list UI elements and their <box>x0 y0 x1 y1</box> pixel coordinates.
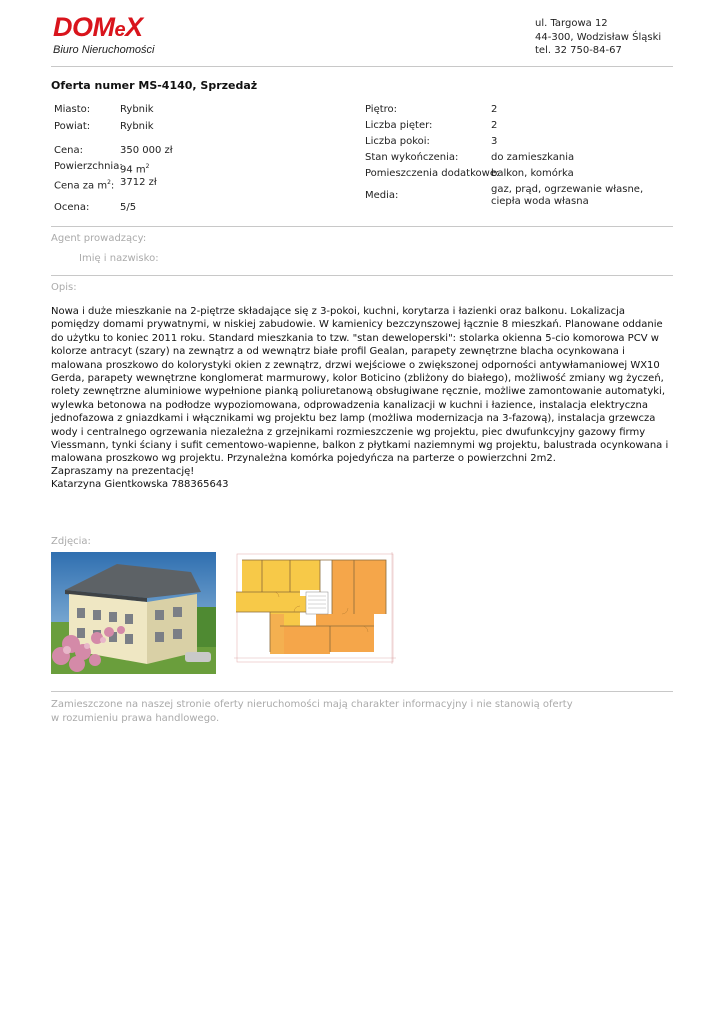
detail-label: Cena: <box>54 145 83 156</box>
address-phone: tel. 32 750-84-67 <box>535 45 622 56</box>
company-logo <box>53 14 154 56</box>
detail-label: Powiat: <box>54 121 91 132</box>
area-number: 94 m <box>120 164 146 176</box>
detail-value: balkon, komórka <box>491 168 574 179</box>
description-text: Nowa i duże mieszkanie na 2-piętrze składające się z 3-pokoi, kuchni, korytarza i łazienki oraz balkonu. Lokalizacja pomiędzy domami prywatnymi, w niskiej zabudowie. W kamienicy bezczynszowej łącznie 8 mieszkań. Planowane oddanie do użytku to koniec 2011 roku. Standard mieszkania to tzw. "stan deweloperski": stolarka okienna 5-cio komorowa PCV w kolorze antracyt (szary) na zewnątrz a od wewnątrz białe profil Gealan, parapety zewnętrzne blacha ocynkowana i malowana proszkowo do kolorystyki okien z zewnątrz, drzwi wejściowe o zwiększonej odporności antywłamaniowej WX10 Gerda, parapety wewnętrzne konglomerat marmurowy, kolor Boticino (zbliżony do białego), możliwość zmiany wg życzeń, rolety zewnętrzne aluminiowe wypełnione pianką poliuretanową obsługiwane ręcznie, możliwe zamontowanie automatyki, wylewka betonowa na podłodze wypoziomowana, odprowadzenia kanalizacji w kuchni i łazience, instalacja elektryczna jednofazowa z gniazdkami i włącznikami wg projektu bez lamp (możliwa modernizacja na 3-fazową), instalacja grzewcza wody i centralnego ogrzewania niezależna z grzejnikami rozmieszczenie wg projektu, piec dwufunkcyjny gazowy firmy Viessmann, tynki ściany i sufit cementowo-wapienne, balkon z płytkami naziemnymi wg projektu, balustrada ocynkowana i malowana proszkowo wg projektu. Przynależna komórka pojedyńcza na parterze o powierzchni 2m2. <box>51 306 669 465</box>
detail-value: 350 000 zł <box>120 145 173 156</box>
detail-value <box>120 161 149 176</box>
building-photo[interactable] <box>51 552 216 674</box>
agent-name-label: Imię i nazwisko: <box>79 253 159 264</box>
price-per-m-colon: : <box>110 180 115 192</box>
address-street: ul. Targowa 12 <box>535 18 608 29</box>
company-address <box>535 17 661 58</box>
detail-value: 3712 zł <box>120 177 157 188</box>
detail-label: Liczba pokoi: <box>365 136 430 147</box>
logo-wordmark <box>53 14 154 44</box>
contact-line: Katarzyna Gientkowska 788365643 <box>51 479 229 491</box>
disclaimer-line: w rozumieniu prawa handlowego. <box>51 713 220 724</box>
logo-dom: DOM <box>53 12 115 42</box>
detail-label: Ocena: <box>54 202 90 213</box>
invitation-line: Zapraszamy na prezentację! <box>51 466 195 477</box>
detail-label: Powierzchnia: <box>54 161 123 172</box>
logo-x: X <box>125 12 143 42</box>
description-label: Opis: <box>51 282 77 293</box>
detail-value: 5/5 <box>120 202 137 213</box>
detail-label: Liczba pięter: <box>365 120 433 131</box>
price-per-m-label: Cena za m <box>54 180 108 192</box>
detail-value: 3 <box>491 136 498 147</box>
header-divider <box>51 66 673 67</box>
offer-title: Oferta numer MS-4140, Sprzedaż <box>51 79 258 92</box>
detail-value: gaz, prąd, ogrzewanie własne, ciepła woda własna <box>491 184 644 207</box>
detail-label: Piętro: <box>365 104 398 115</box>
detail-value: Rybnik <box>120 121 154 132</box>
invitation <box>51 465 229 492</box>
price-per-m-sup: 2 <box>107 179 111 186</box>
detail-value: Rybnik <box>120 104 154 115</box>
details-divider <box>51 226 673 227</box>
photos-divider <box>51 691 673 692</box>
disclaimer-line: Zamieszczone na naszej stronie oferty nieruchomości mają charakter informacyjny i nie stanowią oferty <box>51 699 573 710</box>
detail-value: do zamieszkania <box>491 152 575 163</box>
detail-label: Miasto: <box>54 104 91 115</box>
detail-label <box>54 177 114 192</box>
detail-value: 2 <box>491 104 498 115</box>
logo-subtitle: Biuro Nieruchomości <box>53 44 155 56</box>
logo-e: e <box>114 19 126 41</box>
floor-plan-image[interactable] <box>234 552 396 664</box>
detail-label: Media: <box>365 190 399 201</box>
disclaimer <box>51 698 573 726</box>
agent-label: Agent prowadzący: <box>51 233 147 244</box>
photos-label: Zdjęcia: <box>51 536 91 547</box>
detail-label: Pomieszczenia dodatkowe: <box>365 168 500 179</box>
detail-label: Stan wykończenia: <box>365 152 459 163</box>
area-unit-sup: 2 <box>145 163 150 170</box>
detail-media <box>365 184 673 212</box>
address-city: 44-300, Wodzisław Śląski <box>535 31 662 43</box>
detail-value: 2 <box>491 120 498 131</box>
agent-divider <box>51 275 673 276</box>
